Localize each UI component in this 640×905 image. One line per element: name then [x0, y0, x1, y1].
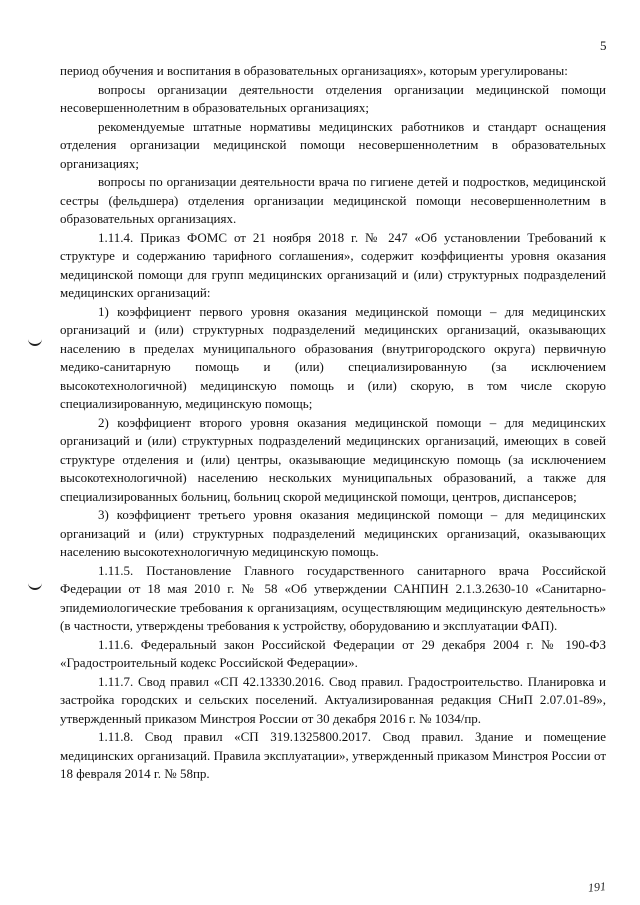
paragraph: вопросы организации деятельности отделения организации медицинской помощи несовершеннолетним в образовательных организациях;: [60, 81, 606, 115]
paragraph: 2) коэффициент второго уровня оказания медицинской помощи – для медицинских организаций и (или) структурных подразделений медицинских организаций, имеющих в совей структуре отделения и (или) центры, оказывающие медицинскую помощь (за исключением высокотехнологичной) населению нескольких муниципальных образований, а также для специализированных больниц, больниц скорой медицинской помощи, центров, диспансеров;: [60, 414, 606, 504]
paragraph: 1.11.6. Федеральный закон Российской Федерации от 29 декабря 2004 г. № 190-ФЗ «Градостроительный кодекс Российской Федерации».: [60, 636, 606, 670]
paragraph: 1.11.8. Свод правил «СП 319.1325800.2017. Свод правил. Здание и помещение медицинских организаций. Правила эксплуатации», утвержденный приказом Минстроя России от 18 февраля 2014 г. № 58пр.: [60, 729, 606, 781]
document-body: [60, 62, 606, 784]
paragraph: 1.11.4. Приказ ФОМС от 21 ноября 2018 г. № 247 «Об установлении Требований к структуре и содержанию тарифного соглашения», содержит коэффициенты уровня оказания медицинской помощи для групп медицинских организаций и (или) структурных подразделений медицинских организаций:: [60, 229, 606, 300]
paragraph: 3) коэффициент третьего уровня оказания медицинской помощи – для медицинских организаций и (или) структурных подразделений медицинских организаций, оказывающих населению высокотехнологичную медицинскую помощь.: [60, 507, 606, 559]
handwritten-page-number: 191: [587, 879, 607, 895]
paragraph: 1.11.7. Свод правил «СП 42.13330.2016. Свод правил. Градостроительство. Планировка и застройка городских и сельских поселений. Актуализированная редакция СНиП 2.07.01-89», утвержденный приказом Минстроя России от 30 декабря 2016 г. № 1034/пр.: [60, 673, 606, 726]
paragraph: рекомендуемые штатные нормативы медицинских работников и стандарт оснащения отделения организации медицинской помощи несовершеннолетним в образовательных организациях;: [60, 118, 606, 171]
paragraph: 1.11.5. Постановление Главного государственного санитарного врача Российской Федерации от 18 мая 2010 г. № 58 «Об утверждении САНПИН 2.1.3.2630-10 «Санитарно-эпидемиологические требования к организациям, осуществляющим медицинскую деятельность» (в частности, утверждены требования к устройству, оборудованию и эксплуатации ФАП).: [60, 562, 606, 633]
paragraph: вопросы по организации деятельности врача по гигиене детей и подростков, медицинской сестры (фельдшера) отделения организации медицинской помощи несовершеннолетним в образовательных организациях.: [60, 174, 606, 226]
paragraph: 1) коэффициент первого уровня оказания медицинской помощи – для медицинских организаций и (или) структурных подразделений медицинских организаций, оказывающих населению в пределах муниципального образования (внутригородского округа) первичную медико-санитарную помощь и (или) специализированную (за исключением высокотехнологичной) медицинскую помощь и (или) скорую, в том числе скорую специализированную, медицинскую помощь;: [60, 303, 606, 411]
margin-mark: [28, 582, 42, 590]
paragraph: период обучения и воспитания в образовательных организациях», которым урегулированы:: [60, 63, 568, 78]
margin-mark: [28, 338, 42, 346]
page-number: 5: [600, 38, 607, 53]
